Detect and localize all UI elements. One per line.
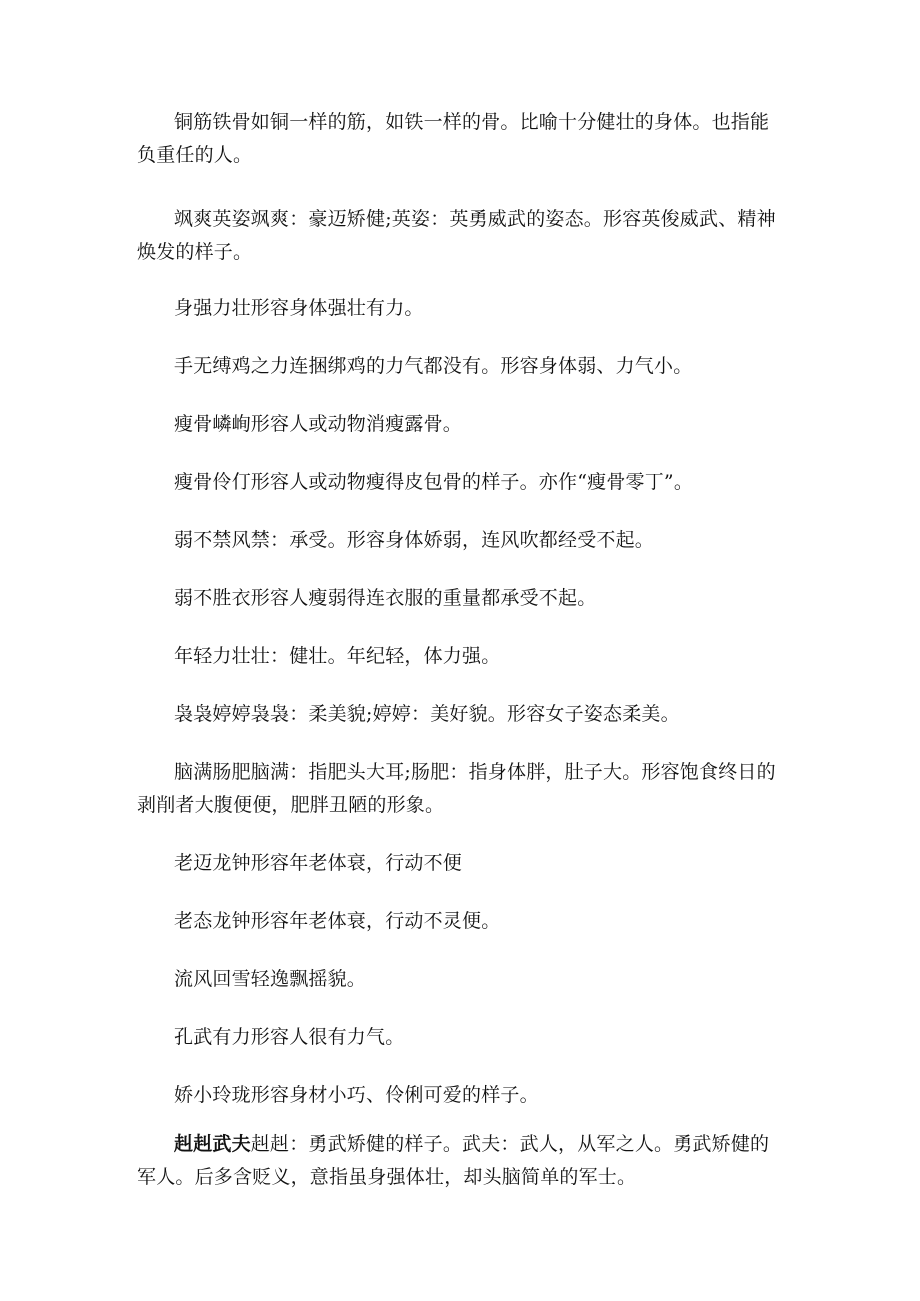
idiom-term-bold: 赳赳武夫: [174, 1133, 251, 1155]
idiom-entry: 弱不禁风禁：承受。形容身体娇弱，连风吹都经受不起。: [174, 529, 655, 551]
idiom-entry: [137, 1128, 787, 1194]
idiom-entry: 飒爽英姿飒爽：豪迈矫健;英姿：英勇威武的姿态。形容英俊威武、精神焕发的样子。: [137, 208, 776, 263]
idiom-entry: 身强力壮形容身体强壮有力。: [174, 297, 424, 319]
idiom-entry: 年轻力壮壮：健壮。年纪轻，体力强。: [174, 645, 501, 667]
idiom-entry: 袅袅婷婷袅袅：柔美貌;婷婷：美好貌。形容女子姿态柔美。: [174, 703, 680, 725]
idiom-entry: 瘦骨伶仃形容人或动物瘦得皮包骨的样子。亦作“瘦骨零丁”。: [174, 471, 694, 493]
idiom-entry: 弱不胜衣形容人瘦弱得连衣服的重量都承受不起。: [174, 587, 597, 609]
idiom-entry: 铜筋铁骨如铜一样的筋，如铁一样的骨。比喻十分健壮的身体。也指能负重任的人。: [137, 111, 770, 166]
idiom-entry: 手无缚鸡之力连捆绑鸡的力气都没有。形容身体弱、力气小。: [174, 355, 693, 377]
idiom-entry: 瘦骨嶙峋形容人或动物消瘦露骨。: [174, 413, 463, 435]
idiom-entry: 老迈龙钟形容年老体衰，行动不便: [174, 852, 463, 874]
idiom-definition: 赳赳：勇武矫健的样子。武夫：武人，从军之人。勇武矫健的军人。后多含贬义，意指虽身强体壮，却头脑简单的军士。: [137, 1133, 770, 1188]
idiom-entry: 孔武有力形容人很有力气。: [174, 1026, 405, 1048]
idiom-entry: 脑满肠肥脑满：指肥头大耳;肠肥：指身体胖，肚子大。形容饱食终日的剥削者大腹便便，肥胖丑陋的形象。: [137, 761, 776, 816]
idiom-entry: 流风回雪轻逸飘摇貌。: [174, 968, 367, 990]
idiom-entry: 老态龙钟形容年老体衰，行动不灵便。: [174, 910, 501, 932]
idiom-entry: 娇小玲珑形容身材小巧、伶俐可爱的样子。: [174, 1084, 539, 1106]
